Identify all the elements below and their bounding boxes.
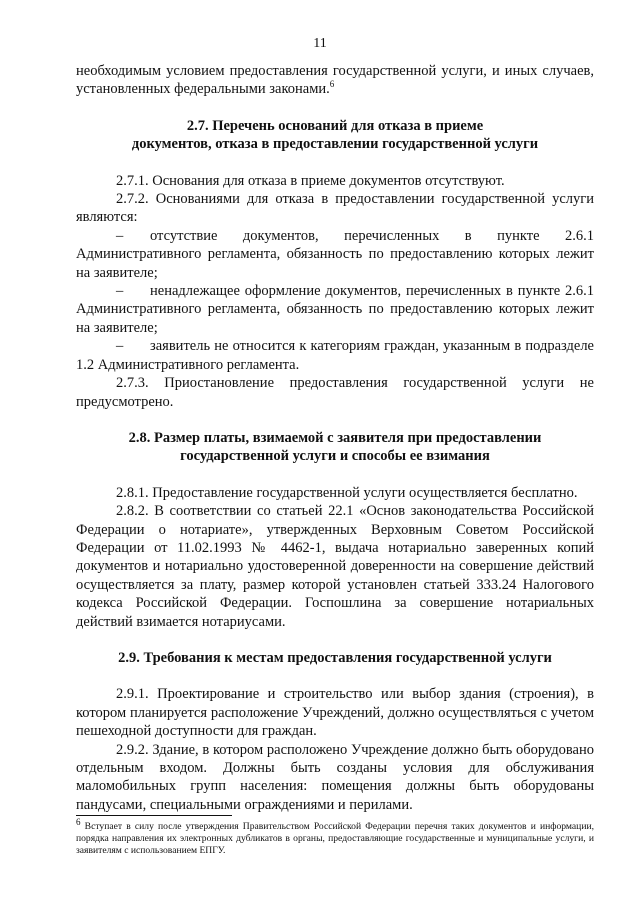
section-2-8-heading-line-2: государственной услуги и способы ее взимания bbox=[180, 448, 490, 465]
footnote-reference: 6 bbox=[329, 79, 335, 90]
section-2-9 bbox=[76, 649, 594, 814]
footnote-divider bbox=[76, 815, 232, 816]
paragraph-2-9-2: 2.9.2. Здание, в котором расположено Учреждение должно быть оборудовано отдельным входом. Должны быть созданы условия для обслуживания маломобильных групп населения: помещения должны быть оборудованы пандусами, специальными ограждениями и перилами. bbox=[76, 741, 594, 813]
list-dash: – bbox=[116, 227, 124, 244]
list-item-text: отсутствие документов, перечисленных в пункте 2.6.1 Административного регламента, обязанность по предоставлению которых лежит на заявителе; bbox=[76, 227, 594, 281]
paragraph-2-7-2: 2.7.2. Основаниями для отказа в предоставлении государственной услуги являются: bbox=[76, 191, 594, 226]
footnote-text: Вступает в силу после утверждения Правительством Российской Федерации перечня таких документов и информации, порядка направления их электронных дубликатов в органы, предоставляющие государственные и муниципальные услуги, и заявителям с использованием ЕПГУ. bbox=[76, 821, 594, 856]
page-body bbox=[76, 62, 594, 814]
footnote bbox=[76, 816, 594, 857]
list-item-text: ненадлежащее оформление документов, перечисленных в пункте 2.6.1 Административного регламента, обязанность по предоставлению которых лежит на заявителе; bbox=[76, 283, 594, 336]
page-number: 11 bbox=[313, 36, 327, 51]
list-dash: – bbox=[116, 338, 124, 355]
paragraph-2-9-1: 2.9.1. Проектирование и строительство или выбор здания (строения), в котором планируется расположение Учреждений, должно осуществляться с учетом пешеходной доступности для граждан. bbox=[76, 686, 594, 740]
list-dash: – bbox=[116, 283, 124, 300]
section-2-9-heading: 2.9. Требования к местам предоставления государственной услуги bbox=[118, 649, 552, 666]
paragraph-2-7-1: 2.7.1. Основания для отказа в приеме документов отсутствуют. bbox=[116, 172, 505, 189]
list-item-text: заявитель не относится к категориям граждан, указанным в подразделе 1.2 Административного регламента. bbox=[76, 338, 594, 373]
list-item bbox=[76, 337, 594, 374]
list-item bbox=[76, 282, 594, 337]
footnote-number: 6 bbox=[76, 816, 81, 827]
paragraph-2-8-2: 2.8.2. В соответствии со статьей 22.1 «Основ законодательства Российской Федерации о нотариате», утвержденных Верховным Советом Российской Федерации от 11.02.1993 № 4462-1, выдача нотариально заверенных копий документов и нотариально удостоверенной доверенности на совершение действий осуществляется за плату, размер которой установлен статьей 333.24 Налогового кодекса Российской Федерации. Госпошлина за совершение нотариальных действий взимается нотариусами. bbox=[76, 503, 594, 630]
list-item bbox=[76, 227, 594, 282]
intro-text: необходимым условием предоставления государственной услуги, и иных случаев, установленных федеральными законами. bbox=[76, 63, 594, 98]
paragraph-2-7-3: 2.7.3. Приостановление предоставления государственной услуги не предусмотрено. bbox=[76, 375, 594, 410]
section-2-7-heading-line-1: 2.7. Перечень оснований для отказа в приеме bbox=[186, 117, 484, 134]
section-2-7-heading-line-2: документов, отказа в предоставлении государственной услуги bbox=[131, 136, 539, 153]
section-2-7 bbox=[76, 117, 594, 411]
intro-paragraph bbox=[76, 62, 594, 99]
section-2-8-heading-line-1: 2.8. Размер платы, взимаемой с заявителя при предоставлении bbox=[128, 429, 542, 446]
section-2-8 bbox=[76, 429, 594, 631]
paragraph-2-8-1: 2.8.1. Предоставление государственной услуги осуществляется бесплатно. bbox=[116, 484, 578, 501]
